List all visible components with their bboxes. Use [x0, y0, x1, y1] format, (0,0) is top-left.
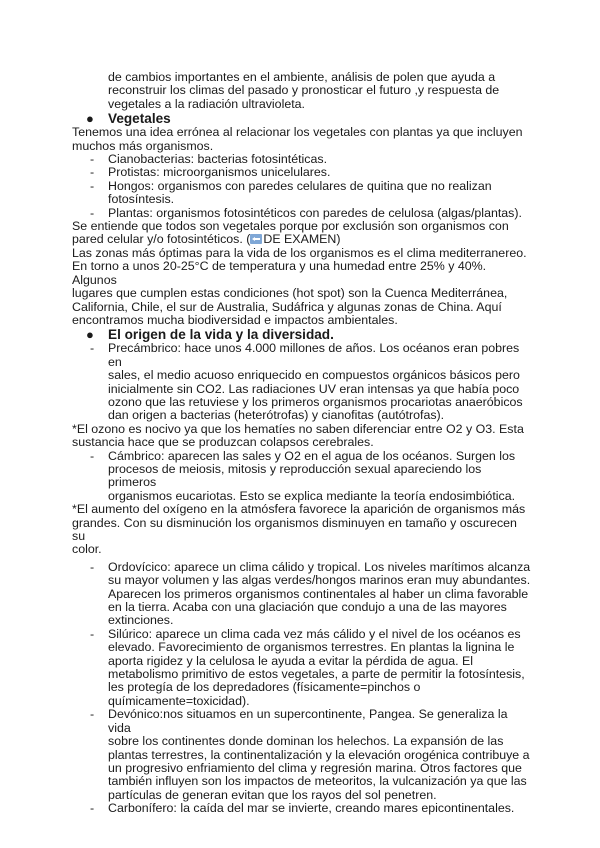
- exam-label: DE EXAMEN: [263, 232, 337, 247]
- text-line: sales, el medio acuoso enriquecido en compuestos orgánicos básicos pero: [108, 368, 520, 383]
- text-line: Devónico:nos situamos en un supercontinente, Pangea. Se generaliza la vida: [108, 707, 508, 735]
- list-item: [72, 153, 532, 166]
- vegetales-summary: [72, 220, 532, 247]
- text-line: organismos eucariotas. Esto se explica mediante la teoría endosimbiótica.: [108, 488, 516, 503]
- text-line: muchos más organismos.: [72, 138, 214, 153]
- text-line: Hongos: organismos con paredes celulares de quitina que no realizan: [108, 178, 492, 193]
- text-line: encontramos mucha biodiversidad e impactos ambientales.: [72, 312, 398, 327]
- text-line: de cambios importantes en el ambiente, análisis de polen que ayuda a: [108, 70, 496, 84]
- text-line: *El aumento del oxígeno en la atmósfera favorece la aparición de organismos más: [72, 502, 526, 517]
- text-line: ozono que las retuviese y los primeros organismos procariotas anaeróbicos: [108, 394, 523, 409]
- text-line: un progresivo enfriamiento del clima y regresión marina. Otros factores que: [108, 760, 522, 775]
- section-heading-vegetales: [72, 111, 532, 126]
- text-line: En torno a unos 20-25°C de temperatura y una humedad entre 25% y 40%. Algunos: [72, 259, 487, 287]
- list-item: [72, 180, 532, 207]
- text-line: partículas de generan evitan que los rayos del sol penetren.: [108, 787, 437, 802]
- section-heading-origen: [72, 327, 532, 342]
- list-item-cambrico: [72, 450, 532, 504]
- text-line: grandes. Con su disminución los organismos disminuyen en tamaño y oscurecen su: [72, 515, 517, 543]
- dash-bullet: -: [90, 707, 95, 722]
- text-line: plantas terrestres, la continentalización y la elevación orogénica contribuye a: [108, 747, 530, 762]
- bullet-icon: ●: [86, 327, 94, 343]
- text-line: dan origen a bacterias (heterótrofas) y cianofitas (autótrofas).: [108, 408, 445, 423]
- text-line: reconstruir los climas del pasado y pronosticar el futuro ,y respuesta de: [108, 83, 500, 98]
- text-line: también influyen son los impactos de meteoritos, la vulcanización ya que las: [108, 774, 527, 789]
- text-line: [72, 233, 532, 246]
- list-item-silurico: [72, 628, 532, 708]
- list-item: [72, 166, 532, 179]
- text-line: Silúrico: aparece un clima cada vez más cálido y el nivel de los océanos es: [108, 626, 521, 641]
- text-line: Tenemos una idea errónea al relacionar los vegetales con plantas ya que incluyen: [72, 125, 523, 140]
- list-item-devonico: [72, 708, 532, 802]
- text-fragment: ): [336, 232, 341, 247]
- dash-bullet: -: [90, 165, 95, 180]
- text-line: Carbonífero: la caída del mar se invierte, creando mares epicontinentales.: [108, 801, 515, 816]
- text-line: Cianobacterias: bacterias fotosintéticas.: [108, 152, 328, 167]
- ozono-note: [72, 423, 532, 450]
- back-arrow-icon: [250, 234, 262, 244]
- dash-bullet: -: [90, 152, 95, 167]
- text-line: elevado. Favorecimiento de organismos terrestres. En plantas la lignina le: [108, 640, 515, 655]
- document-body: [72, 71, 532, 816]
- text-line: California, Chile, el sur de Australia, Sudáfrica y algunas zonas de China. Aquí: [72, 299, 502, 314]
- text-line: Protistas: microorganismos unicelulares.: [108, 165, 331, 180]
- dash-bullet: -: [90, 448, 95, 463]
- bullet-icon: ●: [86, 111, 94, 127]
- oxigeno-note: [72, 503, 532, 557]
- text-line: Precámbrico: hace unos 4.000 millones de años. Los océanos eran pobres en: [108, 341, 520, 369]
- text-line: Las zonas más óptimas para la vida de los organismos es el clima mediterranereo.: [72, 245, 527, 260]
- text-line: Cámbrico: aparecen las sales y O2 en el agua de los océanos. Surgen los: [108, 448, 516, 463]
- list-item-precambrico: [72, 342, 532, 422]
- text-line: lugares que cumplen estas condiciones (hot spot) son la Cuenca Mediterránea,: [72, 286, 508, 301]
- text-line: extinciones.: [108, 613, 174, 628]
- dash-bullet: -: [90, 205, 95, 220]
- text-line: fotosíntesis.: [108, 192, 175, 207]
- text-line: color.: [72, 542, 102, 557]
- text-line: Se entiende que todos son vegetales porque por exclusión son organismos con: [72, 219, 509, 234]
- dash-bullet: -: [90, 341, 95, 356]
- text-fragment: pared celular y/o fotosintéticos. (: [72, 232, 251, 247]
- intro-paragraph: [72, 71, 532, 111]
- text-line: sobre los continentes donde dominan los helechos. La expansión de las: [108, 734, 504, 749]
- text-line: químicamente=toxicidad).: [108, 693, 250, 708]
- dash-bullet: -: [90, 626, 95, 641]
- text-line: su mayor volumen y las algas verdes/hongos marinos eran muy abundantes.: [108, 573, 531, 588]
- text-line: metabolismo primitivo de estos vegetales, a parte de permitir la fotosíntesis,: [108, 667, 525, 682]
- vegetales-intro: [72, 126, 532, 153]
- dash-bullet: -: [90, 801, 95, 816]
- text-line: en la tierra. Acaba con una glaciación que condujo a una de las mayores: [108, 600, 507, 615]
- text-line: Ordovícico: aparece un clima cálido y tropical. Los niveles marítimos alcanza: [108, 559, 531, 574]
- text-line: sustancia hace que se produzcan colapsos cerebrales.: [72, 435, 374, 450]
- text-line: procesos de meiosis, mitosis y reproducción sexual apareciendo los primeros: [108, 461, 482, 490]
- heading-text: Vegetales: [108, 111, 171, 127]
- text-line: inicialmente sin CO2. Las radiaciones UV eran intensas ya que había poco: [108, 381, 520, 396]
- list-item: [72, 207, 532, 220]
- text-line: *El ozono es nocivo ya que los hematíes no saben diferenciar entre O2 y O3. Esta: [72, 421, 524, 436]
- text-line: Plantas: organismos fotosintéticos con paredes de celulosa (algas/plantas).: [108, 205, 522, 220]
- dash-bullet: -: [90, 178, 95, 193]
- text-line: Aparecen los primeros organismos continentales al haber un clima favorable: [108, 586, 529, 601]
- dash-bullet: -: [90, 559, 95, 574]
- text-line: les protegía de los depredadores (físicamente=pinchos o: [108, 680, 421, 695]
- text-line: vegetales a la radiación ultravioleta.: [108, 96, 305, 111]
- climate-paragraph: [72, 247, 532, 327]
- list-item-ordovicico: [72, 561, 532, 628]
- list-item-carbonifero: [72, 802, 532, 815]
- heading-text: El origen de la vida y la diversidad.: [108, 327, 334, 343]
- text-line: aporta rigidez y la celulosa le ayuda a evitar la pérdida de agua. El: [108, 653, 474, 668]
